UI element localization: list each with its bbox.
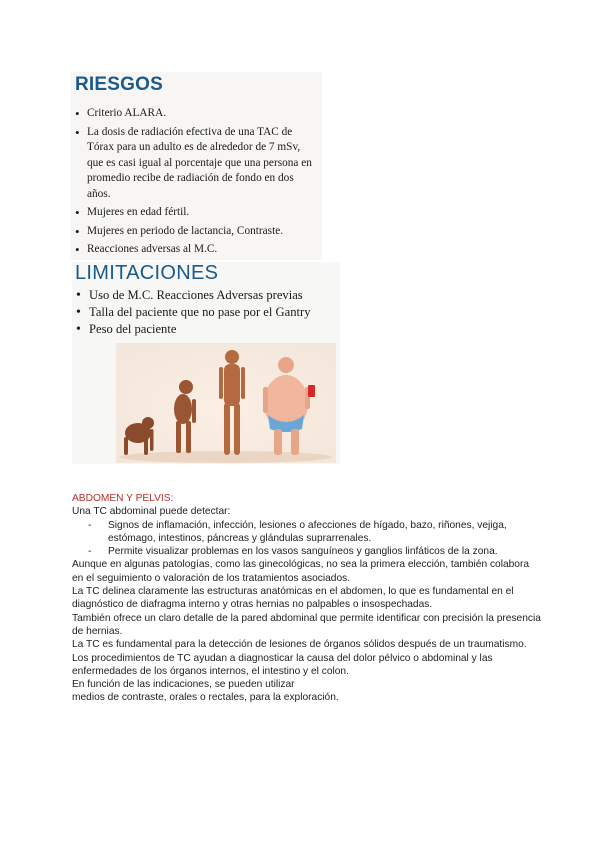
riesgos-item: • Mujeres en periodo de lactancia, Contraste. bbox=[74, 224, 318, 240]
limitaciones-item: • Uso de M.C. Reacciones Adversas previas bbox=[75, 287, 311, 304]
riesgos-slide-image bbox=[71, 72, 322, 260]
abdomen-pelvis-section bbox=[72, 492, 542, 705]
riesgos-item: • Criterio ALARA. bbox=[74, 106, 318, 122]
paragraph: La TC es fundamental para la detección de lesiones de órganos sólidos después de un traumatismo. bbox=[72, 639, 527, 651]
detect-item: - Signos de inflamación, infección, lesiones o afecciones de hígado, bazo, riñones, vejiga, estómago, intestinos, páncreas y glándulas suprarrenales. bbox=[108, 519, 542, 546]
paragraph: Los procedimientos de TC ayudan a diagnosticar la causa del dolor pélvico o abdominal y las enfermedades de los órganos internos, el intestino y el colon. bbox=[72, 652, 493, 677]
section-heading: ABDOMEN Y PELVIS: bbox=[72, 493, 174, 504]
limitaciones-item: • Peso del paciente bbox=[75, 321, 311, 338]
human-evolution-illustration bbox=[116, 343, 336, 463]
intro-text: Una TC abdominal puede detectar: bbox=[72, 506, 231, 518]
detect-item: - Permite visualizar problemas en los vasos sanguíneos y ganglios linfáticos de la zona. bbox=[108, 545, 542, 558]
paragraph: También ofrece un claro detalle de la pared abdominal que permite identificar con precisión la presencia de hernias. bbox=[72, 612, 541, 637]
limitaciones-item: • Talla del paciente que no pase por el Gantry bbox=[75, 304, 311, 321]
paragraph: La TC delinea claramente las estructuras anatómicas en el abdomen, lo que es fundamental en el diagnóstico de diafragma interno y otras hernias no palpables o insospechadas. bbox=[72, 586, 514, 611]
detect-list bbox=[72, 519, 542, 559]
limitaciones-title: LIMITACIONES bbox=[75, 262, 219, 284]
riesgos-item: • Mujeres en edad fértil. bbox=[74, 205, 318, 221]
riesgos-item: • La dosis de radiación efectiva de una TAC de Tórax para un adulto es de alrededor de 7 mSv, que es casi igual al porcentaje que una persona en promedio recibe de radiación de fondo en dos años. bbox=[74, 125, 318, 203]
limitaciones-list bbox=[75, 287, 311, 338]
riesgos-list bbox=[74, 106, 318, 261]
paragraph: En función de las indicaciones, se pueden utilizar bbox=[72, 679, 295, 691]
riesgos-item: • Reacciones adversas al M.C. bbox=[74, 242, 318, 258]
paragraph: Aunque en algunas patologías, como las ginecológicas, no sea la primera elección, también colabora en el seguimiento o valoración de los tratamientos asociados. bbox=[72, 559, 530, 584]
paragraph: medios de contraste, orales o rectales, para la exploración. bbox=[72, 692, 339, 704]
riesgos-title: RIESGOS bbox=[75, 74, 163, 95]
